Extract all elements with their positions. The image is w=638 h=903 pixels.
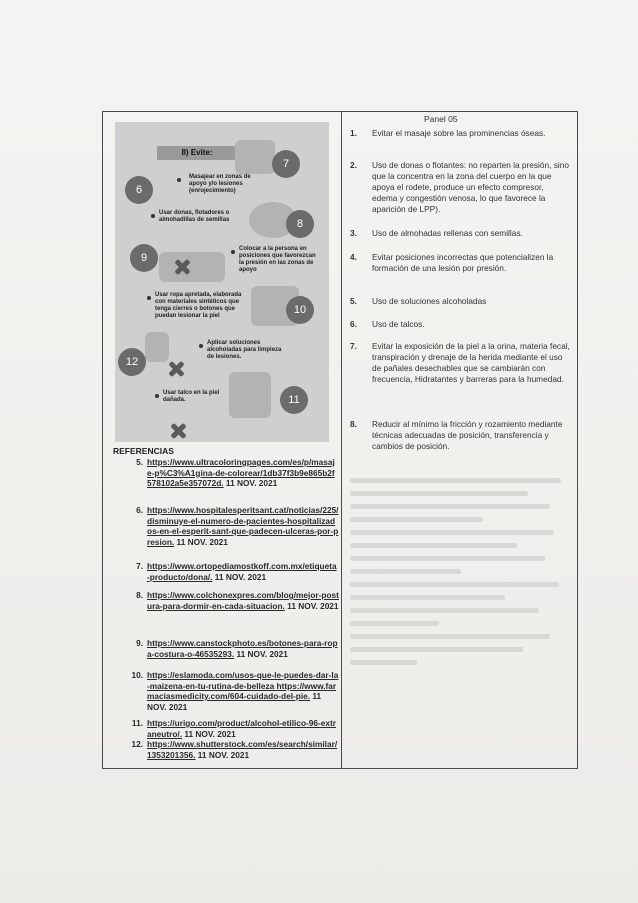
massage-image [235, 140, 275, 174]
reference-date: 11 NOV. 2021 [176, 536, 228, 547]
item-number: 3. [350, 228, 357, 238]
position-image [159, 252, 225, 282]
item-number: 1. [350, 128, 357, 138]
bleed-through-text [350, 470, 572, 760]
item-number: 6. [350, 319, 357, 329]
item-text: Uso de talcos. [372, 319, 425, 329]
reference-number: 5. [136, 457, 143, 467]
alcohol-image [145, 332, 169, 362]
reference-number: 10. [131, 670, 143, 680]
item-number: 7. [350, 341, 357, 351]
reference-number: 11. [131, 718, 143, 728]
reference-date: 11 NOV. 2021 [184, 728, 236, 739]
image-number-badge: 10 [286, 296, 314, 324]
poster-caption-1: Masajear en zonas de apoyo y/o lesiones (enrojecimiento) [189, 174, 251, 194]
bullet [155, 394, 159, 398]
reference-date: 11 NOV. 2021 [225, 478, 278, 488]
poster-caption-6: Usar talco en la piel dañada. [163, 390, 220, 403]
poster-heading: 8) Evite: [157, 146, 237, 160]
reference-date: 11 NOV. 2021 [214, 571, 267, 582]
reference-number: 12. [131, 739, 143, 749]
item-text: Uso de almohadas rellenas con semillas. [372, 228, 523, 238]
panel-title: Panel 05 [424, 114, 458, 124]
item-text: Uso de donas o flotantes: no reparten la presión, sino que la concentra en la zona del cuerpo en la que apoya el rodete, produce un efecto compresor, edema y congestión venosa, lo que favorece la aparición de LPP). [372, 160, 569, 214]
item-number: 8. [350, 419, 357, 429]
image-number-badge: 12 [118, 348, 146, 376]
image-number-badge: 6 [125, 176, 153, 204]
item-number: 4. [350, 252, 357, 262]
reference-date: 11 NOV. 2021 [236, 648, 288, 659]
item-text: Evitar la exposición de la piel a la orina, materia fecal, transpiración y drenaje de la herida mediante el uso de pañales desechables que se cambiarán con frecuencia, Hidratantes y barreras para la humedad. [372, 341, 570, 384]
reference-link[interactable]: https://eslamoda.com/usos-que-le-puedes-dar-la-maizena-en-tu-rutina-de-belleza https://www.farmaciasmedicity.com/604-cuidado-del-pie. [147, 670, 339, 701]
item-text: Reducir al mínimo la fricción y rozamiento mediante técnicas adecuadas de posición, transferencia y cambios de posición. [372, 419, 563, 451]
reference-number: 9. [136, 638, 143, 648]
reference-date: 11 NOV. 2021 [287, 600, 339, 611]
references-heading: REFERENCIAS [113, 446, 174, 456]
item-text: Evitar posiciones incorrectas que potencializen la formación de una lesión por presión. [372, 252, 554, 273]
reference-link[interactable]: https://www.shutterstock.com/es/search/similar/1353201356. [147, 739, 338, 760]
item-text: Evitar el masaje sobre las prominencias óseas. [372, 128, 546, 138]
bullet [231, 250, 235, 254]
item-text: Uso de soluciones alcoholadas [372, 296, 487, 306]
bullet [151, 214, 155, 218]
reference-link[interactable]: https://www.canstockphoto.es/botones-para-ropa-costura-o-46535293. [147, 638, 338, 659]
image-number-badge: 8 [286, 210, 314, 238]
reference-link[interactable]: https://www.ortopediamostkoff.com.mx/etiqueta-producto/dona/. [147, 561, 337, 582]
poster-caption-2: Usar donas, flotadores o almohadillas de semillas [159, 210, 230, 223]
reference-link[interactable]: https://urigo.com/product/alcohol-etilico-96-extraneutro/. [147, 718, 336, 739]
talc-image [229, 372, 271, 418]
cross-icon [173, 258, 191, 276]
bullet [199, 344, 203, 348]
image-number-badge: 7 [272, 150, 300, 178]
item-number: 5. [350, 296, 357, 306]
bullet [147, 296, 151, 300]
reference-number: 8. [136, 590, 143, 600]
reference-date: 11 NOV. 2021 [147, 691, 322, 712]
image-number-badge: 11 [280, 386, 308, 414]
reference-link[interactable]: https://www.ultracoloringpages.com/es/p/masaje-p%C3%A1gina-de-colorear/1db37f3b9e865b2f578102a5e357072d. [147, 457, 335, 488]
poster-caption-3: Colocar a la persona en posiciones que favorezcan la presión en las zonas de apoyo [239, 246, 316, 273]
reference-date: 11 NOV. 2021 [197, 749, 250, 760]
poster-caption-5: Aplicar soluciones alcoholadas para limpieza de lesiones. [207, 340, 282, 360]
bullet [177, 178, 181, 182]
reference-number: 6. [136, 505, 143, 515]
reference-link[interactable]: https://www.hospitalesperitsant.cat/noticias/225/disminuye-el-numero-de-pacientes-hospitalizados-en-el-esperit-sant-que-padecen-ulceras-por-presion. [147, 505, 339, 547]
item-number: 2. [350, 160, 357, 170]
image-number-badge: 9 [130, 244, 158, 272]
cross-icon [167, 360, 185, 378]
column-divider [341, 111, 342, 769]
poster-caption-4: Usar ropa apretada, elaborada con materiales sintéticos que tenga cierres o botones que puedan lesionar la piel [155, 292, 242, 319]
reference-link[interactable]: https://www.colchonexpres.com/blog/mejor-postura-para-dormir-en-cada-situacion. [147, 590, 339, 611]
cross-icon [169, 422, 187, 440]
reference-number: 7. [136, 561, 143, 571]
